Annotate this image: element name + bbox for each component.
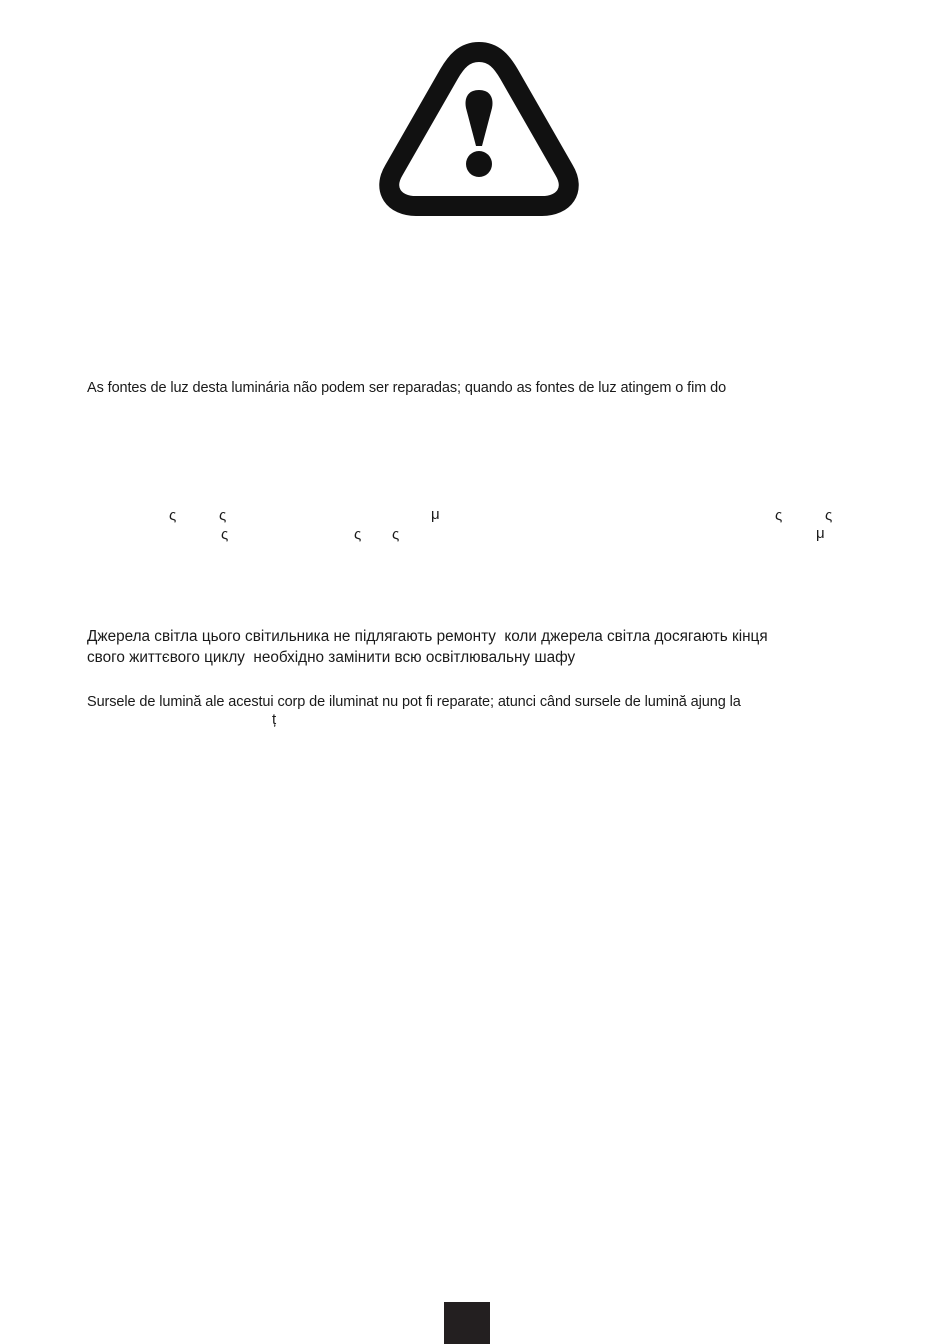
greek-glyph: ς bbox=[392, 526, 400, 543]
portuguese-line-1: As fontes de luz desta luminária não podem ser reparadas; quando as fontes de luz atingem o fim do bbox=[87, 380, 727, 396]
ukrainian-line-2: свого життєвого циклу необхідно замінити всю освітлювальну шафу bbox=[87, 649, 576, 666]
warning-icon bbox=[378, 38, 580, 218]
greek-glyph: ς bbox=[169, 507, 177, 524]
ukrainian-line-1: Джерела світла цього світильника не підлягають ремонту коли джерела світла досягають кінця bbox=[87, 628, 768, 645]
page-marker bbox=[444, 1302, 490, 1344]
greek-glyph: ς bbox=[775, 507, 783, 524]
greek-glyph: ς bbox=[219, 507, 227, 524]
romanian-glyph: ț bbox=[272, 711, 277, 728]
romanian-line-1: Sursele de lumină ale acestui corp de iluminat nu pot fi reparate; atunci când sursele de lumină ajung la bbox=[87, 694, 741, 710]
greek-glyph: ς bbox=[354, 526, 362, 543]
greek-glyph: ς bbox=[825, 507, 833, 524]
greek-glyph: μ bbox=[431, 506, 440, 523]
greek-glyph: ς bbox=[221, 526, 229, 543]
greek-glyph: μ bbox=[816, 525, 825, 542]
